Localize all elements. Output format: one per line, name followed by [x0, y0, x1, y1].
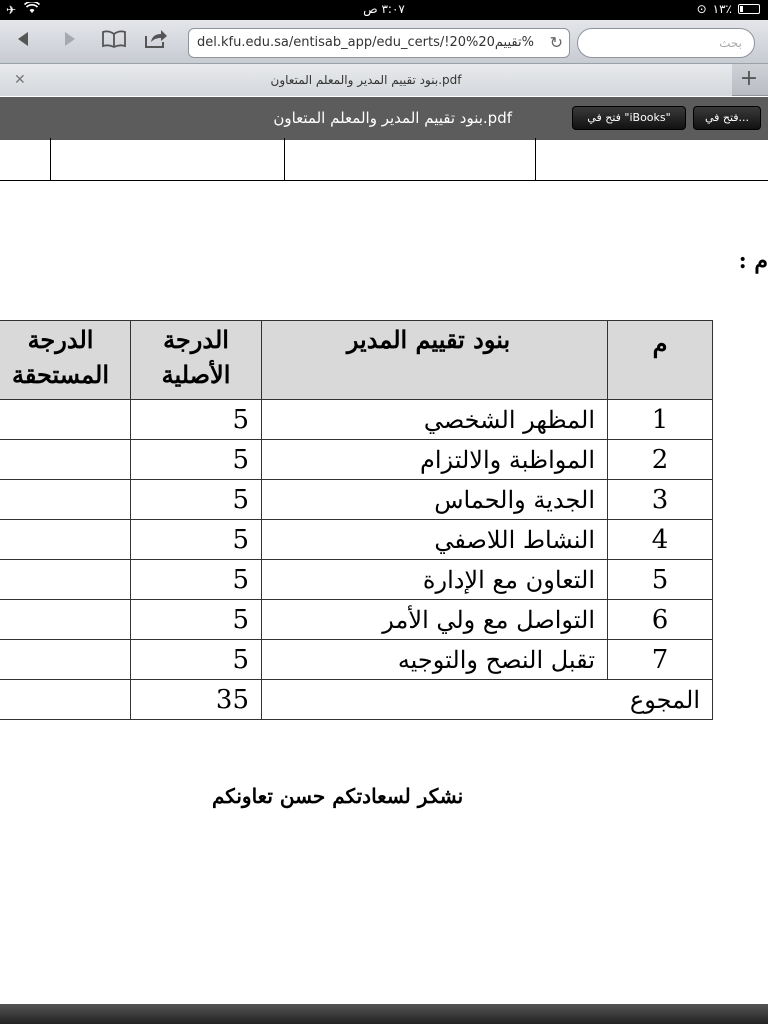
total-label: المجوع [262, 680, 713, 720]
clock: ٣:٠٧ ص [363, 2, 405, 16]
row-earned [0, 640, 131, 680]
row-item: المظهر الشخصي [262, 400, 608, 440]
row-number: 5 [608, 560, 713, 600]
total-row [0, 680, 713, 720]
section-label: م : [738, 248, 768, 274]
row-original: 5 [131, 560, 262, 600]
table-row [0, 560, 713, 600]
row-original: 5 [131, 520, 262, 560]
back-arrow-icon [14, 29, 34, 49]
thanks-note: نشكر لسعادتكم حسن تعاونكم [212, 784, 464, 808]
new-tab-button[interactable]: + [739, 66, 759, 91]
row-earned [0, 400, 131, 440]
row-original: 5 [131, 640, 262, 680]
url-field[interactable] [188, 28, 570, 58]
row-item: التواصل مع ولي الأمر [262, 600, 608, 640]
row-earned [0, 440, 131, 480]
header-number: م [608, 321, 713, 400]
row-item: الجدية والحماس [262, 480, 608, 520]
battery-percent: ١٣٪ [712, 2, 732, 16]
table-row [0, 640, 713, 680]
header-item: بنود تقييم المدير [262, 321, 608, 400]
airplane-mode-icon: ✈ [6, 2, 17, 17]
row-original: 5 [131, 400, 262, 440]
header-original-line1: الدرجة [163, 325, 229, 354]
share-button[interactable] [142, 28, 170, 56]
pdf-overlay-bar [0, 97, 768, 140]
previous-table-edge [0, 138, 768, 181]
url-text: del.kfu.edu.sa/entisab_app/edu_certs/!20%تقييم20% [197, 35, 534, 50]
table-row [0, 480, 713, 520]
total-value: 35 [131, 680, 262, 720]
row-item: النشاط اللاصفي [262, 520, 608, 560]
close-tab-icon[interactable]: ✕ [14, 72, 26, 88]
table-row [0, 520, 713, 560]
header-original-score [131, 321, 262, 400]
table-row [0, 600, 713, 640]
row-number: 4 [608, 520, 713, 560]
table-header-row [0, 321, 713, 400]
tab-current[interactable] [0, 64, 732, 96]
tab-bar [0, 64, 768, 96]
search-input[interactable]: بحث [577, 28, 755, 58]
row-item: المواظبة والالتزام [262, 440, 608, 480]
evaluation-table [0, 320, 713, 720]
row-original: 5 [131, 600, 262, 640]
table-row [0, 400, 713, 440]
forward-button[interactable] [55, 28, 83, 56]
pdf-page[interactable] [0, 140, 768, 1004]
open-in-button[interactable]: فتح في... [693, 106, 761, 130]
table-row [0, 440, 713, 480]
row-earned [0, 520, 131, 560]
pdf-title: بنود تقييم المدير والمعلم المتعاون.pdf [273, 109, 512, 127]
open-in-ibooks-button[interactable]: فتح في "iBooks" [572, 106, 686, 130]
row-earned [0, 560, 131, 600]
battery-icon [738, 4, 760, 14]
row-original: 5 [131, 480, 262, 520]
total-earned [0, 680, 131, 720]
row-earned [0, 480, 131, 520]
browser-toolbar [0, 20, 768, 64]
header-earned-line2: المستحقة [11, 359, 109, 389]
header-original-line2: الأصلية [161, 359, 231, 389]
row-number: 7 [608, 640, 713, 680]
header-earned-line1: الدرجة [27, 325, 94, 354]
row-earned [0, 600, 131, 640]
book-icon [101, 29, 127, 49]
row-item: التعاون مع الإدارة [262, 560, 608, 600]
status-bar [0, 0, 768, 20]
tab-title: بنود تقييم المدير والمعلم المتعاون.pdf [270, 73, 462, 87]
row-number: 3 [608, 480, 713, 520]
row-item: تقبل النصح والتوجيه [262, 640, 608, 680]
orientation-lock-icon: ⊙ [696, 2, 707, 16]
row-number: 6 [608, 600, 713, 640]
row-original: 5 [131, 440, 262, 480]
share-icon [143, 28, 169, 50]
row-number: 1 [608, 400, 713, 440]
bottom-bar [0, 1004, 768, 1024]
header-earned-score [0, 321, 131, 400]
reload-icon[interactable]: ↻ [549, 33, 563, 52]
forward-arrow-icon [59, 29, 79, 49]
bookmarks-button[interactable] [100, 28, 128, 56]
back-button[interactable] [10, 28, 38, 56]
row-number: 2 [608, 440, 713, 480]
